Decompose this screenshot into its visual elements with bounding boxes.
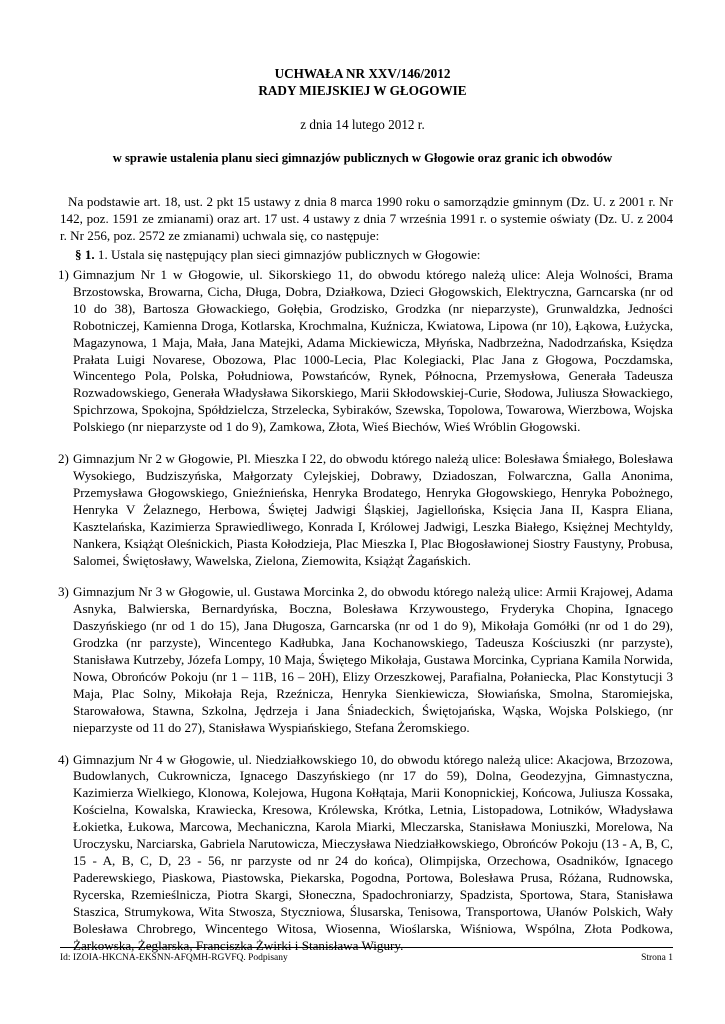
item-number: 4) bbox=[58, 751, 69, 767]
page-number: Strona 1 bbox=[641, 953, 673, 963]
school-list bbox=[58, 267, 673, 969]
list-item bbox=[58, 267, 673, 436]
resolution-title: UCHWAŁA NR XXV/146/2012 bbox=[274, 66, 451, 81]
item-number: 1) bbox=[58, 267, 69, 282]
list-item bbox=[58, 584, 673, 736]
section-marker: § 1. bbox=[75, 247, 95, 262]
item-text: Gimnazjum Nr 3 w Głogowie, ul. Gustawa Morcinka 2, do obwodu którego należą ulice: Armii Krajowej, Adama Asnyka, Balwierska, Bernardyńska, Boczna, Bolesława Krzywoustego, Fryderyka Chopina, Ignacego Daszyńskiego (nr od 1 do 15), Jana Długosza, Garncarska (nr od 1 do 9), Mikołaja Gomółki (nr od 1 do 29), Grodzka (nr parzyste), Wincentego Kadłubka, Jana Kochanowskiego, Tadeusza Kościuszki (nr parzyste), Stanisława Kutrzeby, Józefa Lompy, 10 Maja, Świętego Mikołaja, Gustawa Morcinka, Cypriana Kamila Norwida, Nowa, Obrońców Pokoju (nr 1 – 11B, 16 – 20H), Elizy Orzeszkowej, Parafialna, Połaniecka, Plac Konstytucji 3 Maja, Plac Solny, Mikołaja Reja, Rzeźnicza, Henryka Sienkiewicza, Słowiańska, Smolna, Staromiejska, Starowałowa, Stawna, Szkolna, Jędrzeja i Jana Śniadeckich, Świętojańska, Wąska, Wojska Polskiego, (nr nieparzyste od 11 do 27), Stanisława Wyspiańskiego, Stefana Żeromskiego. bbox=[73, 584, 673, 735]
legal-basis-preamble: Na podstawie art. 18, ust. 2 pkt 15 ustawy z dnia 8 marca 1990 roku o samorządzie gminnym (Dz. U. z 2001 r. Nr 142, poz. 1591 ze zmianami) oraz art. 17 ust. 4 ustawy z dnia 7 września 1991 r. o systemie oświaty (Dz. U. z 2004 r. Nr 256, poz. 2572 ze zmianami) uchwala się, co następuje: bbox=[60, 194, 673, 243]
footer-divider bbox=[60, 947, 673, 948]
list-item bbox=[58, 752, 673, 955]
section-text: 1. Ustala się następujący plan sieci gimnazjów publicznych w Głogowie: bbox=[94, 247, 481, 262]
section-1-intro bbox=[60, 247, 673, 264]
item-text: Gimnazjum Nr 2 w Głogowie, Pl. Mieszka I 22, do obwodu którego należą ulice: Bolesława Śmiałego, Bolesława Wysokiego, Budziszyńska, Małgorzaty Cylejskiej, Dobrawy, Dziadoszan, Folwarczna, Galla Anonima, Przemysława Głogowskiego, Gnieźnieńska, Henryka Brodatego, Henryka Głogowskiego, Henryka Pobożnego, Henryka V Żelaznego, Herbowa, Świętej Jadwigi Śląskiej, Jagiellońska, Księcia Jana II, Kaspra Eliana, Kasztelańska, Kazimierza Sprawiedliwego, Konrada I, Królowej Jadwigi, Leszka Białego, Księżnej Mechtyldy, Nankera, Książąt Oleśnickich, Piasta Kołodzieja, Plac Mieszka I, Plac Błogosławionej Siostry Faustyny, Probusa, Salomei, Świętosławy, Wawelska, Zielona, Ziemowita, Książąt Żagańskich. bbox=[73, 451, 673, 568]
item-number: 3) bbox=[58, 584, 69, 600]
list-item bbox=[58, 451, 673, 569]
item-number: 2) bbox=[58, 451, 69, 467]
council-name: RADY MIEJSKIEJ W GŁOGOWIE bbox=[258, 83, 467, 98]
document-id: Id: IZOIA-HKCNA-EKSNN-AFQMH-RGVFQ. Podpisany bbox=[60, 953, 288, 963]
resolution-date: z dnia 14 lutego 2012 r. bbox=[300, 117, 425, 132]
resolution-subject: w sprawie ustalenia planu sieci gimnazjów publicznych w Głogowie oraz granic ich obwodów bbox=[112, 151, 613, 165]
item-text: Gimnazjum Nr 1 w Głogowie, ul. Sikorskiego 11, do obwodu którego należą ulice: Aleja Wolności, Brama Brzostowska, Browarna, Cicha, Długa, Dobra, Działkowa, Dzieci Głogowskich, Elektryczna, Garncarska (nr od 10 do 38), Bartosza Głowackiego, Gołębia, Grodzisko, Grodzka (nr nieparzyste), Grunwaldzka, Jedności Robotniczej, Kamienna Droga, Kotlarska, Krochmalna, Kuźnicza, Kwiatowa, Lipowa (nr 10), Łąkowa, Łużycka, Magazynowa, 1 Maja, Mała, Jana Matejki, Adama Mickiewicza, Młyńska, Nadbrzeżna, Nadodrzańska, Księdza Prałata Luigi Novarese, Obozowa, Plac 1000-Lecia, Plac Kolegiacki, Plac Jana z Głogowa, Poczdamska, Wincentego Pola, Polska, Południowa, Powstańców, Rynek, Północna, Przemysłowa, Generała Tadeusza Rozwadowskiego, Generała Władysława Sikorskiego, Marii Skłodowskiej-Curie, Słodowa, Juliusza Słowackiego, Spichrzowa, Spokojna, Spółdzielcza, Strzelecka, Sybiraków, Szewska, Topolowa, Towarowa, Wierzbowa, Wojska Polskiego (nr nieparzyste od 1 do 9), Zamkowa, Złota, Wieś Biechów, Wieś Wróblin Głogowski. bbox=[73, 267, 673, 435]
item-text: Gimnazjum Nr 4 w Głogowie, ul. Niedziałkowskiego 10, do obwodu którego należą ulice: Akacjowa, Brzozowa, Budowlanych, Cukrownicza, Ignacego Daszyńskiego (nr 17 do 59), Dolna, Geodezyjna, Gimnastyczna, Kazimierza Wielkiego, Klonowa, Kolejowa, Hugona Kołłątaja, Marii Konopnickiej, Końcowa, Juliusza Kossaka, Kościelna, Kowalska, Krawiecka, Kresowa, Królewska, Krótka, Letnia, Listopadowa, Lotników, Władysława Łokietka, Łukowa, Marcowa, Mechaniczna, Karola Miarki, Mleczarska, Stanisława Moniuszki, Morelowa, Na Uroczysku, Narciarska, Gabriela Narutowicza, Mieczysława Niedziałkowskiego, Obrońców Pokoju (13 - A, B, C, 15 - A, B, C, D, 23 - 56, nr parzyste od nr 24 do końca), Olimpijska, Orzechowa, Osadników, Ignacego Paderewskiego, Piaskowa, Piastowska, Piekarska, Pogodna, Portowa, Bolesława Prusa, Różana, Rudnowska, Rycerska, Rzemieślnicza, Piotra Skargi, Słoneczna, Spadochroniarzy, Spadzista, Sportowa, Stara, Stanisława Staszica, Strumykowa, Wita Stwosza, Styczniowa, Ślusarska, Tenisowa, Transportowa, Ułanów Polskich, Wały Bolesława Chrobrego, Wincentego Witosa, Wiosenna, Wioślarska, Wiśniowa, Wspólna, Złota Podkowa, Żarkowska, Żeglarska, Franciszka Żwirki i Stanisława Wigury. bbox=[73, 751, 673, 953]
